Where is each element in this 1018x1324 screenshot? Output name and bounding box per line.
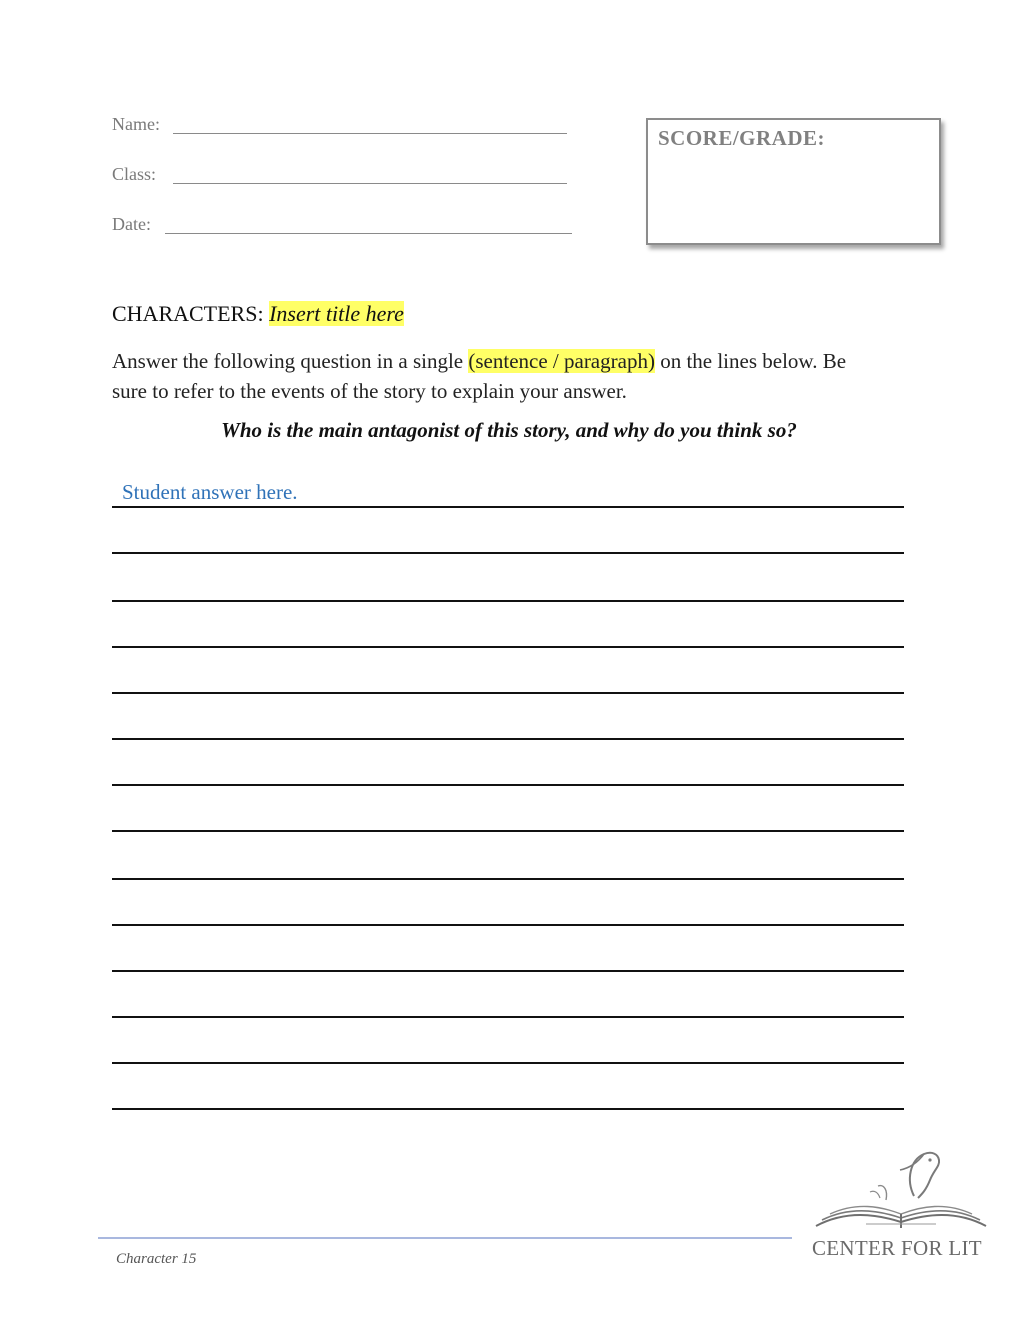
instructions-highlight[interactable]: (sentence / paragraph) — [468, 349, 655, 373]
instructions-part1: Answer the following question in a single — [112, 349, 464, 373]
student-answer[interactable]: Student answer here. — [122, 480, 298, 504]
question-text: Who is the main antagonist of this story, and why do you think so? — [221, 418, 797, 442]
answer-line[interactable] — [112, 878, 904, 880]
answer-line[interactable] — [112, 924, 904, 926]
answer-line[interactable] — [112, 692, 904, 694]
answer-line[interactable] — [112, 784, 904, 786]
center-for-lit-logo — [806, 1140, 996, 1270]
logo-text: CENTER FOR LIT — [812, 1236, 982, 1260]
date-field[interactable] — [112, 214, 151, 235]
heading-prefix: CHARACTERS: — [112, 301, 264, 326]
class-label: Class: — [112, 164, 157, 184]
answer-line[interactable] — [112, 738, 904, 740]
date-label: Date: — [112, 214, 151, 234]
score-grade-box[interactable] — [646, 118, 941, 245]
class-field[interactable] — [112, 164, 156, 185]
instructions-part2: on the lines below. Be sure to refer to the events of the story to explain your answer. — [112, 349, 847, 403]
heading-title[interactable]: Insert title here — [269, 301, 404, 326]
answer-line[interactable] — [112, 552, 904, 554]
answer-line[interactable] — [112, 1108, 904, 1110]
section-heading — [112, 301, 404, 327]
answer-line[interactable] — [112, 646, 904, 648]
class-input-line[interactable] — [173, 183, 567, 184]
answer-line[interactable] — [112, 830, 904, 832]
answer-line[interactable] — [112, 1062, 904, 1064]
answer-line[interactable] — [112, 600, 904, 602]
name-field[interactable] — [112, 114, 160, 135]
answer-line[interactable] — [112, 506, 904, 508]
date-input-line[interactable] — [165, 233, 572, 234]
name-input-line[interactable] — [173, 133, 567, 134]
pelican-book-icon — [806, 1140, 996, 1236]
footer-rule — [98, 1237, 792, 1239]
instructions — [112, 346, 872, 406]
score-grade-label: SCORE/GRADE: — [658, 126, 826, 150]
answer-line[interactable] — [112, 1016, 904, 1018]
footer-page-label: Character 15 — [116, 1251, 197, 1267]
answer-line[interactable] — [112, 970, 904, 972]
name-label: Name: — [112, 114, 160, 134]
